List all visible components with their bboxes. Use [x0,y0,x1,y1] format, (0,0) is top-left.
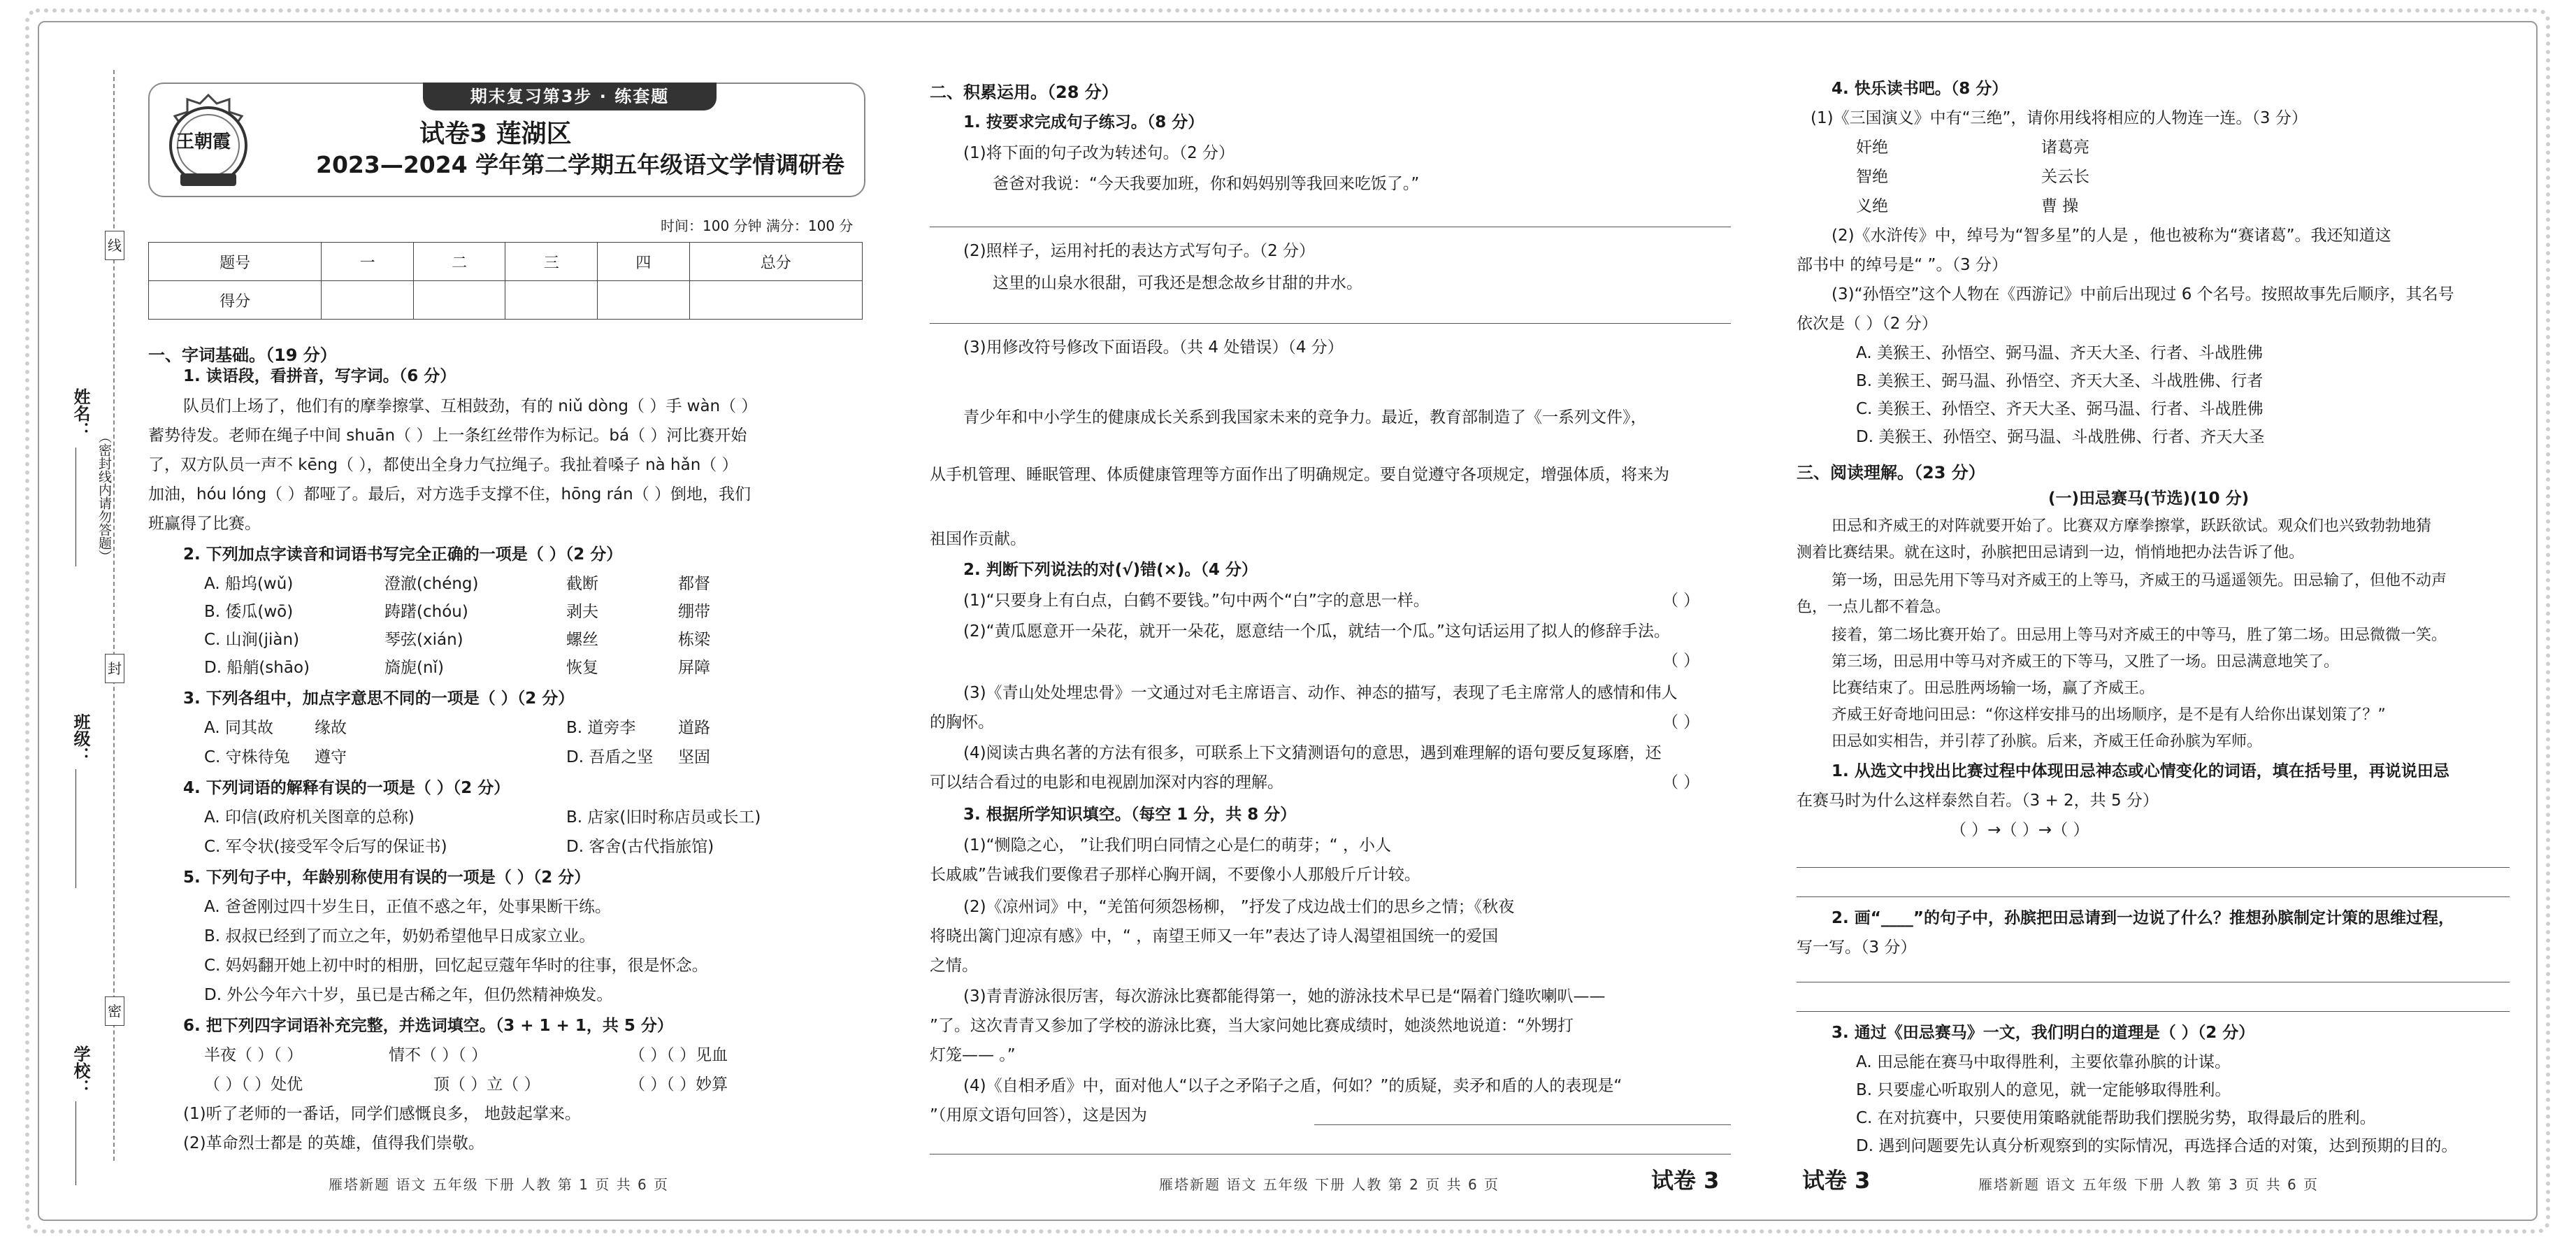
passage-line: 第一场，田忌先用下等马对齐威王的上等马，齐威王的马遥遥领先。田忌输了，但他不动声 [1832,572,2447,589]
passage-line: 第三场，田忌用中等马对齐威王的下等马，又胜了一场。田忌满意地笑了。 [1832,653,2340,671]
c2-q3-line: 灯笼—— 。” [930,1046,1016,1064]
c2-q1-2: (2)照样子，运用衬托的表达方式写句子。（2 分） [963,242,1316,260]
answer-line[interactable] [1797,867,2510,868]
q4-option: B. 店家(旧时称店员或长工) [566,808,761,827]
q6-idiom: 半夜（ ）（ ） [204,1046,303,1064]
class-line[interactable] [75,769,76,888]
footer-page-2: 雁塔新题 语文 五年级 下册 人教 第 2 页 共 6 页 [1159,1176,1500,1193]
q2-option: 截断 [566,575,598,593]
c2-q3-line: 长戚戚”告诫我们要像君子那样心胸开阔，不要像小人那般斤斤计较。 [930,866,1420,884]
time-info: 时间：100 分钟 满分：100 分 [661,217,854,234]
sanjue-right: 关云长 [2041,168,2089,186]
q1-line: 班赢得了比赛。 [148,515,261,533]
sealing-note: （密封线内请勿答题） [96,430,112,563]
c2-q1-title: 1. 按要求完成句子练习。（8 分） [963,113,1204,131]
answer-line[interactable] [930,1154,1731,1155]
c2-q3-line: (1)“恻隐之心， ”让我们明白同情之心是仁的萌芽；“ ，小人 [963,836,1391,855]
paper-badge-left: 试卷 3 [1651,1167,1720,1194]
judge-paren[interactable]: （ ） [1662,713,1700,731]
q1-line: 了，双方队员一声不 kēng（ ），都使出全身力气拉绳子。我扯着嗓子 nà hǎn（ ） [148,456,738,474]
sanjue-right: 曹 操 [2041,197,2079,215]
c3-q4-3-option: B. 美猴王、弼马温、孙悟空、齐天大圣、斗战胜佛、行者 [1856,372,2264,390]
c2-q1-1-text: 爸爸对我说：“今天我要加班，你和妈妈别等我回来吃饭了。” [993,175,1420,193]
sanjue-left: 义绝 [1856,197,1888,215]
q2-option: 剥夫 [566,603,598,621]
q3-option: A. 同其故 [204,719,273,737]
q2-option: D. 船艄(shāo) [204,659,310,677]
passage-title: (一)田忌赛马(节选)(10 分) [2048,489,2250,508]
q2-option: 栋梁 [678,631,710,649]
school-line[interactable] [75,1101,76,1185]
q4-title: 4. 下列词语的解释有误的一项是（ ）（2 分） [183,779,510,797]
reading-q1: 在赛马时为什么这样泰然自若。（3 + 2，共 5 分） [1797,792,2159,810]
name-label: 姓名： [71,388,90,438]
binding-char-mi: 密 [105,996,124,1026]
q2-option: C. 山涧(jiàn) [204,631,300,649]
reading-q3-option: C. 在对抗赛中，只要使用策略就能帮助我们摆脱劣势，取得最后的胜利。 [1856,1109,2376,1127]
binding-char-feng: 封 [105,654,124,683]
c3-q4-3-option: C. 美猴王、孙悟空、齐天大圣、弼马温、行者、斗战胜佛 [1856,400,2264,418]
score-cell[interactable] [689,281,862,320]
c2-q3-line: 之情。 [930,957,978,975]
q5-option: B. 叔叔已经到了而立之年，奶奶希望他早日成家立业。 [204,927,596,945]
c2-q2-item: (1)“只要身上有白点，白鹤不要钱。”句中两个“白”字的意思一样。 [963,592,1430,610]
passage-line: 田忌如实相告，并引荐了孙膑。后来，齐威王任命孙膑为军师。 [1832,733,2263,750]
q3-option: 缘故 [315,719,347,737]
score-header-cell: 二 [413,243,505,281]
school-label: 学校： [71,1045,90,1096]
c2-q2-item: (4)阅读古典名著的方法有很多，可联系上下文猜测语句的意思，遇到难理解的语句要反复琢磨，还 [963,744,1662,762]
c2-q3-line: (2)《凉州词》中，“羌笛何须怨杨柳， ”抒发了戍边战士们的思乡之情；《秋夜 [963,898,1515,916]
q3-option: 道路 [678,719,710,737]
q1-line: 队员们上场了，他们有的摩拳擦掌、互相鼓劲，有的 niǔ dòng（ ）手 wàn（ ） [183,397,758,415]
reading-q2: 2. 画“____”的句子中，孙膑把田忌请到一边说了什么？推想孙膑制定计策的思维过程， [1832,909,2454,927]
q2-option: A. 船坞(wǔ) [204,575,294,593]
c3-q4-1: (1)《三国演义》中有“三绝”，请你用线将相应的人物连一连。（3 分） [1811,109,2308,127]
q3-option: D. 吾盾之坚 [566,748,654,766]
binding-char-xian: 线 [105,231,124,260]
q6-idiom: （ ）（ ）处优 [204,1075,303,1094]
passage-line: 接着，第二场比赛开始了。田忌用上等马对齐威王的中等马，胜了第二场。田忌微微一笑。 [1832,627,2447,644]
q2-option: B. 倭瓜(wō) [204,603,294,621]
q4-option: A. 印信(政府机关图章的总称) [204,808,415,827]
q2-option: 屏障 [678,659,710,677]
c3-q4-title: 4. 快乐读书吧。（8 分） [1832,80,2008,98]
q1-line: 加油，hóu lóng（ ）都哑了。最后，对方选手支撑不住，hōng rán（ ）倒地，我们 [148,485,751,503]
reading-q2: 写一写。（3 分） [1797,938,1917,957]
c2-q1-3-line: 祖国作贡献。 [930,530,1026,548]
c3-q4-2: (2)《水浒传》中，绰号为“智多星”的人是 ，他也被称为“赛诸葛”。我还知道这 [1832,227,2391,245]
passage-line: 齐威王好奇地问田忌：“你这样安排马的出场顺序，是不是有人给你出谋划策了？” [1832,706,2386,724]
passage-line: 比赛结束了。田忌胜两场输一场，赢了齐威王。 [1832,680,2155,697]
q6-idiom: （ ）（ ）妙算 [629,1075,728,1094]
q5-option: C. 妈妈翻开她上初中时的相册，回忆起豆蔻年华时的往事，很是怀念。 [204,957,708,975]
section-1-title: 一、字词基础。（19 分） [148,345,337,365]
score-table [148,242,863,320]
paper-subtitle: 2023—2024 学年第二学期五年级语文学情调研卷 [316,151,845,178]
q3-option: 坚固 [678,748,710,766]
answer-line[interactable] [1797,1011,2510,1012]
answer-line[interactable] [1314,1124,1731,1125]
reading-q3-option: B. 只要虚心听取别人的意见，就一定能够取得胜利。 [1856,1081,2231,1099]
judge-paren[interactable]: （ ） [1662,592,1700,610]
q4-option: C. 军令状(接受军令后写的保证书) [204,838,447,856]
score-cell[interactable] [598,281,690,320]
reading-q3-option: A. 田忌能在赛马中取得胜利，主要依靠孙膑的计谋。 [1856,1053,2231,1071]
c2-q3-line: 将晓出篱门迎凉有感》中，“ ，南望王师又一年”表达了诗人渴望祖国统一的爱国 [930,927,1499,945]
section-2-title: 二、积累运用。（28 分） [930,83,1118,102]
score-header-cell: 题号 [149,243,322,281]
q2-option: 澄澈(chéng) [384,575,479,593]
score-header-cell: 一 [322,243,414,281]
q6-fill: (2)革命烈士都是 的英雄，值得我们崇敬。 [183,1134,484,1152]
sanjue-right: 诸葛亮 [2041,138,2089,157]
reading-q1-chain[interactable]: （ ）→（ ）→（ ） [1950,821,2089,839]
score-cell[interactable] [413,281,505,320]
q1-title: 1. 读语段，看拼音，写字词。（6 分） [183,367,456,385]
c2-q1-3: (3)用修改符号修改下面语段。（共 4 处错误）（4 分） [963,338,1344,357]
c2-q3-line: ”（用原文语句回答），这是因为 [930,1106,1147,1124]
score-row-label: 得分 [149,281,322,320]
q3-option: 遵守 [315,748,347,766]
c2-q3-title: 3. 根据所学知识填空。（每空 1 分，共 8 分） [963,806,1297,824]
score-header-cell: 三 [505,243,598,281]
q6-idiom: 情不（ ）（ ） [389,1046,488,1064]
q2-option: 恢复 [566,659,598,677]
q6-title: 6. 把下列四字词语补充完整，并选词填空。（3 + 1 + 1，共 5 分） [183,1017,673,1035]
q2-option: 旖旎(nǐ) [384,659,444,677]
c3-q4-3: (3)“孙悟空”这个人物在《西游记》中前后出现过 6 个名号。按照故事先后顺序，其名号 [1832,285,2454,303]
name-line[interactable] [75,448,76,566]
q3-title: 3. 下列各组中，加点字意思不同的一项是（ ）（2 分） [183,689,575,708]
q1-line: 蓄势待发。老师在绳子中间 shuān（ ）上一条红丝带作为标记。bá（ ）河比赛开始 [148,427,747,445]
c3-q4-3-option: A. 美猴王、孙悟空、弼马温、齐天大圣、行者、斗战胜佛 [1856,344,2263,362]
c2-q3-line: (3)青青游泳很厉害，每次游泳比赛都能得第一，她的游泳技术早已是“隔着门缝吹喇叭—— [963,987,1606,1006]
c3-q4-2: 部书中 的绰号是“ ”。（3 分） [1797,256,2008,274]
q2-title: 2. 下列加点字读音和词语书写完全正确的一项是（ ）（2 分） [183,545,623,564]
c2-q2-item: 的胸怀。 [930,713,994,731]
score-cell[interactable] [505,281,598,320]
c3-q4-3: 依次是（ ）（2 分） [1797,315,1938,333]
section-3-title: 三、阅读理解。（23 分） [1797,463,1985,482]
reading-q3-option: D. 遇到问题要先认真分析观察到的实际情况，再选择合适的对策，达到预期的目的。 [1856,1137,2458,1155]
q5-option: D. 外公今年六十岁，虽已是古稀之年，但仍然精神焕发。 [204,986,613,1004]
sanjue-left: 奸绝 [1856,138,1888,157]
judge-paren[interactable]: （ ） [1662,773,1700,792]
class-label: 班级： [71,713,90,764]
c2-q1-1: (1)将下面的句子改为转述句。（2 分） [963,144,1235,162]
c2-q2-item: (2)“黄瓜愿意开一朵花，就开一朵花，愿意结一个瓜，就结一个瓜。”这句话运用了拟人的修辞手法。 [963,622,1670,641]
q2-option: 螺丝 [566,631,598,649]
judge-paren[interactable]: （ ） [1662,652,1700,670]
q5-option: A. 爸爸刚过四十岁生日，正值不惑之年，处事果断干练。 [204,898,611,916]
logo-text: 王朝霞 [176,131,231,152]
score-cell[interactable] [322,281,414,320]
passage-line: 测着比赛结果。就在这时，孙膑把田忌请到一边，悄悄地把办法告诉了他。 [1797,544,2305,562]
paper-title: 试卷3 莲湖区 [419,120,572,148]
passage-line: 田忌和齐威王的对阵就要开始了。比赛双方摩拳擦掌，跃跃欲试。观众们也兴致勃勃地猜 [1832,517,2432,535]
answer-line[interactable] [930,323,1731,324]
q4-option: D. 客舍(古代指旅馆) [566,838,714,856]
q6-fill: (1)听了老师的一番话，同学们感慨良多， 地鼓起掌来。 [183,1105,581,1123]
q6-idiom: 顶（ ）立（ ） [433,1075,540,1094]
c2-q2-title: 2. 判断下列说法的对(√)错(×)。（4 分） [963,561,1258,579]
c3-q4-3-option: D. 美猴王、孙悟空、弼马温、斗战胜佛、行者、齐天大圣 [1856,428,2265,446]
score-header-cell: 总分 [689,243,862,281]
answer-line[interactable] [1797,896,2510,897]
score-header-cell: 四 [598,243,690,281]
c2-q3-line: ”了。这次青青又参加了学校的游泳比赛，当大家问她比赛成绩时，她淡然地说道：“外甥打 [930,1017,1574,1035]
c2-q1-2-text: 这里的山泉水很甜，可我还是想念故乡甘甜的井水。 [993,274,1362,292]
q2-option: 踌躇(chóu) [384,603,468,621]
q3-option: C. 守株待兔 [204,748,290,766]
sanjue-left: 智绝 [1856,168,1888,186]
c2-q1-3-line: 青少年和中小学生的健康成长关系到我国家未来的竞争力。最近，教育部制造了《一系列文件》， [963,408,1647,427]
passage-line: 色，一点儿都不着急。 [1797,599,1951,616]
paper-badge-right: 试卷 3 [1802,1167,1871,1194]
banner: 期末复习第3步 · 练套题 [423,83,717,110]
q3-option: B. 道旁李 [566,719,636,737]
q2-option: 绷带 [678,603,710,621]
q2-option: 都督 [678,575,710,593]
reading-q1: 1. 从选文中找出比赛过程中体现田忌神态或心情变化的词语，填在括号里，再说说田忌 [1832,762,2449,780]
footer-page-1: 雁塔新题 语文 五年级 下册 人教 第 1 页 共 6 页 [329,1176,670,1193]
q5-title: 5. 下列句子中，年龄别称使用有误的一项是（ ）（2 分） [183,868,591,887]
reading-q3: 3. 通过《田忌赛马》一文，我们明白的道理是（ ）（2 分） [1832,1024,2255,1042]
c2-q2-item: 可以结合看过的电影和电视剧加深对内容的理解。 [930,773,1283,792]
c2-q3-line: (4)《自相矛盾》中，面对他人“以子之矛陷子之盾，何如？”的质疑，卖矛和盾的人的表现是“ [963,1077,1622,1095]
footer-page-3: 雁塔新题 语文 五年级 下册 人教 第 3 页 共 6 页 [1978,1176,2319,1193]
c2-q1-3-line: 从手机管理、睡眠管理、体质健康管理等方面作出了明确规定。要自觉遵守各项规定，增强体质，将来为 [930,466,1669,484]
c2-q2-item: (3)《青山处处埋忠骨》一文通过对毛主席语言、动作、神态的描写，表现了毛主席常人的感情和伟人 [963,684,1678,702]
q6-idiom: （ ）（ ）见血 [629,1046,728,1064]
q2-option: 琴弦(xián) [384,631,463,649]
